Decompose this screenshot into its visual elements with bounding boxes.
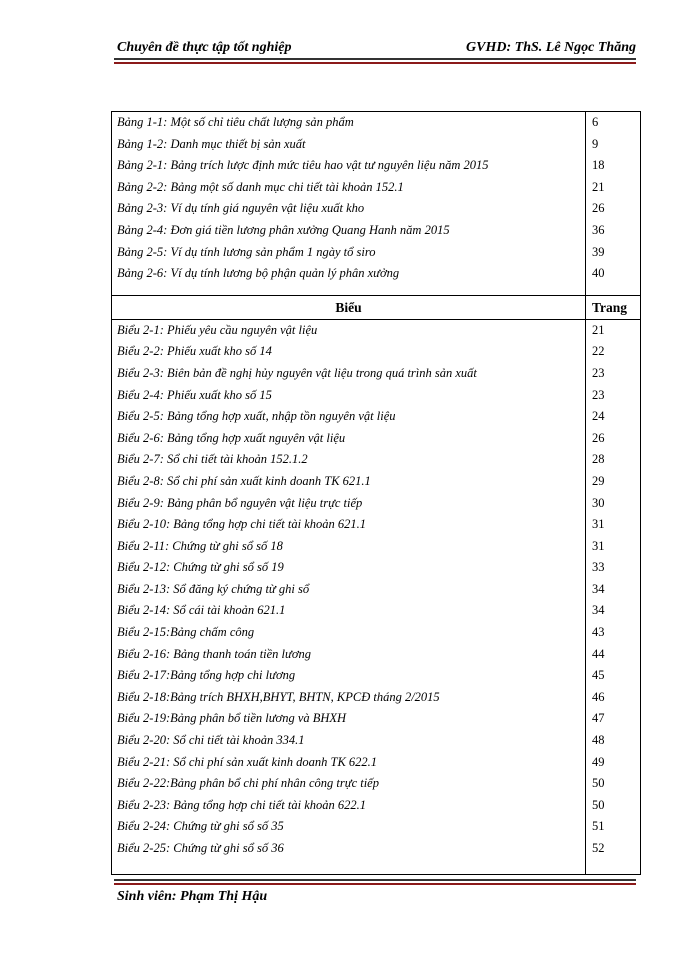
bieu-page: 52 [592,841,605,855]
bang-page: 6 [592,115,599,129]
bieu-title: Biểu 2-16: Bảng thanh toán tiền lương [112,644,586,666]
bieu-row [112,557,640,579]
bieu-row [112,795,640,817]
bieu-title: Biểu 2-2: Phiếu xuất kho số 14 [112,341,586,363]
bieu-row [112,320,640,342]
bottom-gap [112,860,640,874]
bang-title: Bảng 1-1: Một số chỉ tiêu chất lượng sản phẩm [112,112,586,134]
bieu-row [112,493,640,515]
bieu-title: Biểu 2-8: Sổ chi phí sản xuất kinh doanh TK 621.1 [112,471,586,493]
bieu-row [112,341,640,363]
bieu-page: 50 [592,797,605,812]
bieu-row [112,579,640,601]
header-right-advisor: GVHD: ThS. Lê Ngọc Thăng [466,40,636,55]
bieu-page: 45 [592,668,605,683]
bieu-page: 43 [592,625,605,640]
bang-row [112,112,640,134]
bieu-page: 31 [592,517,605,532]
bieu-page: 21 [592,322,605,337]
bieu-title: Biểu 2-5: Bảng tổng hợp xuất, nhập tồn nguyên vật liệu [112,406,586,428]
bieu-page: 23 [592,387,605,402]
bieu-title: Biểu 2-1: Phiếu yêu cầu nguyên vật liệu [112,320,586,342]
footer-rule-accent [114,883,636,885]
bang-page: 26 [592,201,605,216]
bang-title: Bảng 1-2: Danh mục thiết bị sản xuất [112,134,586,156]
bieu-row [112,773,640,795]
bieu-row [112,665,640,687]
bieu-row [112,385,640,407]
header-left-title: Chuyên đề thực tập tốt nghiệp [117,40,292,55]
bieu-page: 22 [592,344,605,359]
header-rule-accent [114,62,636,64]
bieu-row [112,514,640,536]
bieu-page: 50 [592,776,605,791]
bieu-header-title: Biểu [112,296,586,319]
bieu-row [112,838,640,860]
bieu-page: 34 [592,581,605,596]
bieu-row [112,600,640,622]
bieu-page: 48 [592,733,605,748]
bieu-title: Biểu 2-7: Sổ chi tiết tài khoản 152.1.2 [112,449,586,471]
bieu-row [112,536,640,558]
bang-page: 39 [592,244,605,259]
bieu-row [112,406,640,428]
bang-title: Bảng 2-3: Ví dụ tính giá nguyên vật liệu xuất kho [112,198,586,220]
bieu-title: Biểu 2-25: Chứng từ ghi sổ số 36 [112,838,586,860]
footer-student: Sinh viên: Phạm Thị Hậu [117,889,268,904]
bang-row [112,263,640,285]
bang-title: Bảng 2-2: Bảng một số danh mục chi tiết tài khoản 152.1 [112,177,586,199]
bieu-page: 23 [592,365,605,380]
bieu-title: Biểu 2-11: Chứng từ ghi sổ số 18 [112,536,586,558]
bang-row [112,177,640,199]
bieu-title: Biểu 2-19:Bảng phân bổ tiền lương và BHXH [112,708,586,730]
bieu-row [112,644,640,666]
bang-row [112,220,640,242]
bieu-row [112,687,640,709]
bieu-row [112,363,640,385]
toc-table [111,111,641,875]
bieu-title: Biểu 2-22:Bảng phân bổ chi phí nhân công trực tiếp [112,773,586,795]
bieu-title: Biểu 2-3: Biên bản đề nghị hủy nguyên vật liệu trong quá trình sản xuất [112,363,586,385]
bieu-page: 47 [592,711,605,726]
bieu-row [112,708,640,730]
bieu-page: 33 [592,560,605,575]
bieu-header-row [112,295,640,320]
bieu-page: 51 [592,819,605,834]
bieu-page: 46 [592,689,605,704]
bang-row [112,198,640,220]
bieu-row [112,816,640,838]
bang-section [112,112,640,285]
bieu-page: 31 [592,538,605,553]
bang-page: 18 [592,158,605,173]
bang-row [112,242,640,264]
bang-row [112,155,640,177]
bieu-header-page: Trang [592,299,628,315]
bieu-title: Biểu 2-14: Sổ cái tài khoản 621.1 [112,600,586,622]
bang-row [112,134,640,156]
bang-title: Bảng 2-1: Bảng trích lược định mức tiêu hao vật tư nguyên liệu năm 2015 [112,155,586,177]
footer-rule [114,879,636,881]
bieu-page: 34 [592,603,605,618]
bieu-row [112,428,640,450]
bieu-title: Biểu 2-9: Bảng phân bổ nguyên vật liệu trực tiếp [112,493,586,515]
bieu-title: Biểu 2-21: Sổ chi phí sản xuất kinh doanh TK 622.1 [112,752,586,774]
bieu-page: 29 [592,473,605,488]
bang-page: 9 [592,136,599,151]
bang-title: Bảng 2-6: Ví dụ tính lương bộ phận quản lý phân xưởng [112,263,586,285]
bieu-title: Biểu 2-20: Sổ chi tiết tài khoản 334.1 [112,730,586,752]
bieu-row [112,471,640,493]
bieu-row [112,622,640,644]
section-gap [112,285,640,295]
bieu-title: Biểu 2-24: Chứng từ ghi sổ số 35 [112,816,586,838]
bieu-page: 30 [592,495,605,510]
bieu-title: Biểu 2-6: Bảng tổng hợp xuất nguyên vật liệu [112,428,586,450]
bieu-title: Biểu 2-4: Phiếu xuất kho số 15 [112,385,586,407]
bieu-title: Biểu 2-15:Bảng chấm công [112,622,586,644]
bieu-title: Biểu 2-13: Sổ đăng ký chứng từ ghi sổ [112,579,586,601]
bieu-title: Biểu 2-12: Chứng từ ghi sổ số 19 [112,557,586,579]
bieu-page: 26 [592,430,605,445]
bieu-row [112,752,640,774]
bieu-title: Biểu 2-18:Bảng trích BHXH,BHYT, BHTN, KPCĐ tháng 2/2015 [112,687,586,709]
bieu-title: Biểu 2-23: Bảng tổng hợp chi tiết tài khoản 622.1 [112,795,586,817]
bieu-row [112,730,640,752]
bieu-page: 24 [592,409,605,424]
bang-title: Bảng 2-4: Đơn giá tiền lương phân xưởng Quang Hanh năm 2015 [112,220,586,242]
bieu-page: 28 [592,452,605,467]
bang-page: 21 [592,179,605,194]
bang-title: Bảng 2-5: Ví dụ tính lương sản phẩm 1 ngày tổ siro [112,242,586,264]
bieu-page: 49 [592,754,605,769]
bieu-title: Biểu 2-10: Bảng tổng hợp chi tiết tài khoản 621.1 [112,514,586,536]
bang-page: 40 [592,266,605,281]
bieu-title: Biểu 2-17:Bảng tổng hợp chi lương [112,665,586,687]
bieu-row [112,449,640,471]
bang-page: 36 [592,222,605,237]
bieu-page: 44 [592,646,605,661]
header-rule [114,58,636,60]
bieu-section [112,320,640,860]
